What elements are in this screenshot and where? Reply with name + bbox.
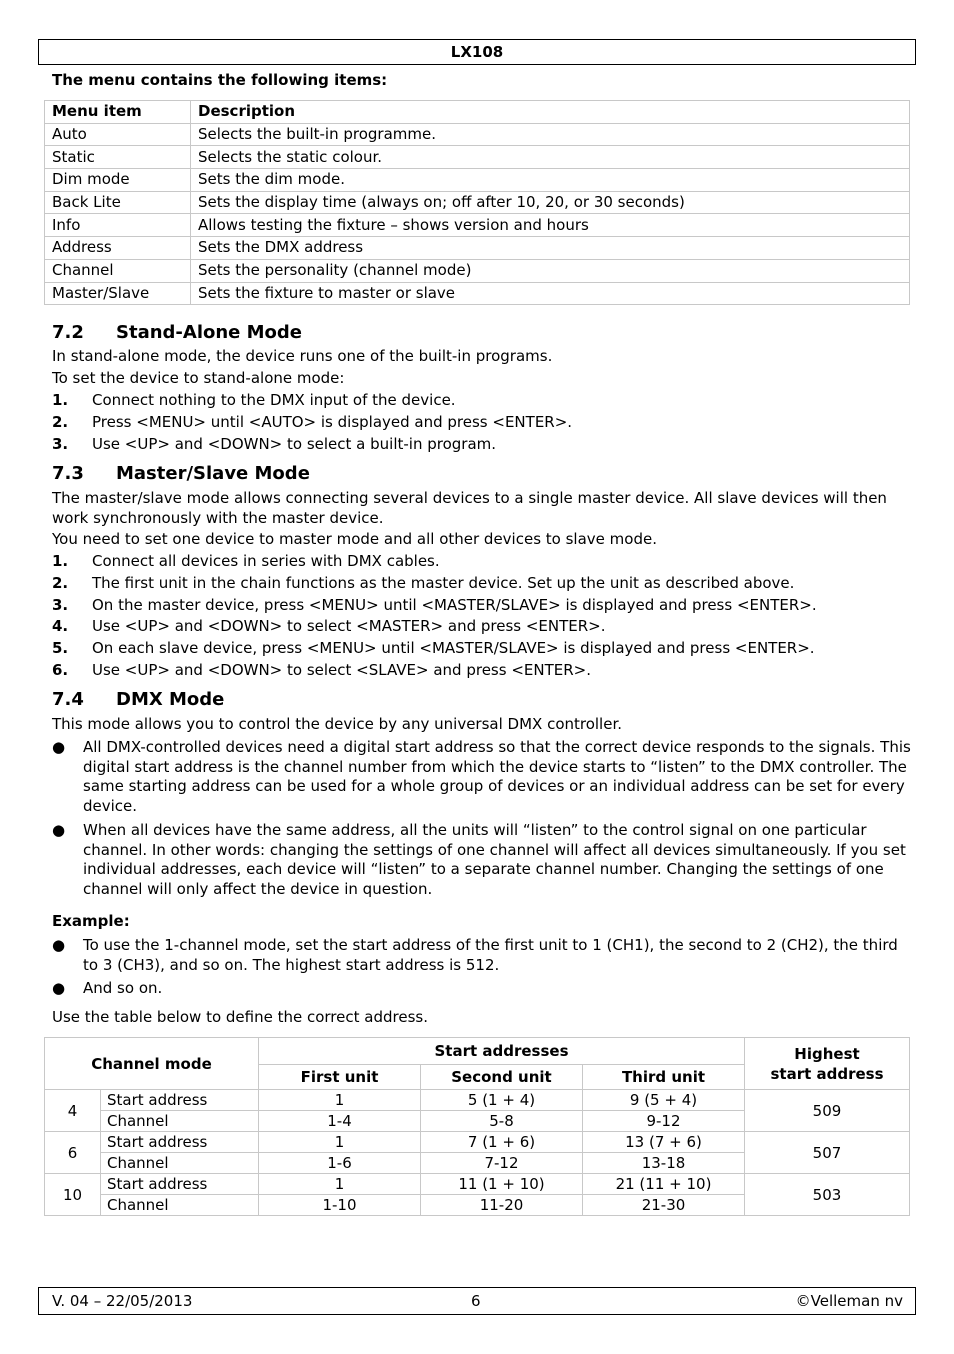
table-header: First unit (259, 1065, 421, 1090)
step-text: On each slave device, press <MENU> until <MASTER/SLAVE> is displayed and press <ENTER>. (92, 639, 815, 657)
step-number: 5. (52, 639, 69, 657)
table-cell: Sets the DMX address (191, 237, 910, 260)
footer-page-number: 6 (471, 1292, 481, 1310)
table-row (45, 1132, 910, 1153)
list-item (52, 616, 910, 636)
bullet-icon: ● (52, 936, 66, 954)
step-text: Use <UP> and <DOWN> to select a built-in program. (92, 435, 497, 453)
table-row (45, 282, 910, 305)
bullet-icon: ● (52, 738, 66, 756)
header-line: start address (770, 1064, 884, 1083)
table-row (45, 214, 910, 237)
table-cell: 9-12 (583, 1111, 745, 1132)
table-cell: 1 (259, 1132, 421, 1153)
list-item (52, 390, 910, 410)
bullet-text: To use the 1-channel mode, set the start address of the first unit to 1 (CH1), the second to 2 (CH2), the third to 3 (CH3), and so on. The highest start address is 512. (83, 936, 898, 974)
table-cell: Sets the personality (channel mode) (191, 259, 910, 282)
table-header: Second unit (421, 1065, 583, 1090)
section-heading-7-4 (52, 689, 224, 710)
table-cell: Selects the built-in programme. (191, 123, 910, 146)
paragraph: This mode allows you to control the device by any universal DMX controller. (52, 715, 623, 733)
page-footer (38, 1287, 916, 1315)
menu-intro: The menu contains the following items: (52, 71, 388, 89)
section-number: 7.2 (52, 322, 84, 343)
table-row (45, 191, 910, 214)
bullet-text: And so on. (83, 979, 163, 997)
footer-copyright: ©Velleman nv (795, 1292, 903, 1310)
step-number: 3. (52, 435, 69, 453)
table-cell: Sets the dim mode. (191, 169, 910, 192)
table-header: Menu item (45, 101, 191, 124)
section-title: DMX Mode (116, 689, 225, 710)
table-cell: Start address (101, 1132, 259, 1153)
mode-cell: 6 (45, 1132, 101, 1174)
table-cell: 1-10 (259, 1195, 421, 1216)
step-number: 3. (52, 596, 69, 614)
step-number: 1. (52, 552, 69, 570)
paragraph: To set the device to stand-alone mode: (52, 369, 345, 387)
table-cell: Channel (45, 259, 191, 282)
list-item (52, 434, 910, 454)
step-text: Connect all devices in series with DMX cables. (92, 552, 440, 570)
table-cell: 5-8 (421, 1111, 583, 1132)
highest-cell: 507 (745, 1132, 910, 1174)
table-cell: 21 (11 + 10) (583, 1174, 745, 1195)
list-item (52, 595, 910, 615)
footer-version: V. 04 – 22/05/2013 (52, 1292, 193, 1310)
list-item (52, 573, 910, 593)
table-cell: 1-4 (259, 1111, 421, 1132)
list-item (52, 821, 912, 899)
table-cell: Start address (101, 1090, 259, 1111)
list-item (52, 551, 910, 571)
table-cell: Address (45, 237, 191, 260)
bullet-icon: ● (52, 821, 66, 839)
paragraph: In stand-alone mode, the device runs one of the built-in programs. (52, 347, 553, 365)
paragraph: The master/slave mode allows connecting several devices to a single master device. All slave devices will then work synchronously with the master device. (52, 489, 887, 527)
table-cell: 11-20 (421, 1195, 583, 1216)
page-header (38, 39, 916, 65)
table-row (45, 1090, 910, 1111)
section-number: 7.4 (52, 689, 84, 710)
table-cell: Sets the display time (always on; off after 10, 20, or 30 seconds) (191, 191, 910, 214)
mode-cell: 10 (45, 1174, 101, 1216)
table-cell: 9 (5 + 4) (583, 1090, 745, 1111)
step-number: 6. (52, 661, 69, 679)
table-cell: Channel (101, 1195, 259, 1216)
table-cell: 1 (259, 1174, 421, 1195)
step-text: Press <MENU> until <AUTO> is displayed and press <ENTER>. (92, 413, 573, 431)
section-number: 7.3 (52, 463, 84, 484)
table-header-row (45, 1038, 910, 1065)
table-header: Description (191, 101, 910, 124)
step-number: 2. (52, 413, 69, 431)
header-line: Highest (794, 1044, 860, 1063)
step-text: On the master device, press <MENU> until <MASTER/SLAVE> is displayed and press <ENTER>. (92, 596, 817, 614)
table-cell: Channel (101, 1111, 259, 1132)
table-header (745, 1038, 910, 1090)
table-cell: Channel (101, 1153, 259, 1174)
table-cell: 7 (1 + 6) (421, 1132, 583, 1153)
table-row (45, 169, 910, 192)
table-cell: Selects the static colour. (191, 146, 910, 169)
table-cell: 13 (7 + 6) (583, 1132, 745, 1153)
table-cell: 1-6 (259, 1153, 421, 1174)
highest-cell: 503 (745, 1174, 910, 1216)
section-heading-7-2 (52, 322, 302, 343)
table-cell: Auto (45, 123, 191, 146)
list-item (52, 979, 912, 999)
step-number: 4. (52, 617, 69, 635)
list-item (52, 738, 912, 816)
section-heading-7-3 (52, 463, 310, 484)
table-cell: Sets the fixture to master or slave (191, 282, 910, 305)
table-cell: Back Lite (45, 191, 191, 214)
table-row (45, 146, 910, 169)
bullet-text: All DMX-controlled devices need a digital start address so that the correct device responds to the signals. This digital start address is the channel number from which the device starts to “listen” to the DMX controller. The same starting address can be used for a whole group of devices or an individual address can be set for every device. (83, 738, 911, 815)
bullet-icon: ● (52, 979, 66, 997)
table-cell: 7-12 (421, 1153, 583, 1174)
table-cell: 1 (259, 1090, 421, 1111)
table-row (45, 237, 910, 260)
table-header-row (45, 101, 910, 124)
paragraph: Use the table below to define the correct address. (52, 1008, 428, 1026)
mode-cell: 4 (45, 1090, 101, 1132)
section-title: Master/Slave Mode (116, 463, 310, 484)
list-item (52, 412, 910, 432)
table-row (45, 259, 910, 282)
step-text: Use <UP> and <DOWN> to select <SLAVE> and press <ENTER>. (92, 661, 591, 679)
header-title: LX108 (450, 43, 504, 61)
step-number: 1. (52, 391, 69, 409)
menu-table (44, 100, 910, 305)
table-cell: 21-30 (583, 1195, 745, 1216)
table-cell: 11 (1 + 10) (421, 1174, 583, 1195)
highest-cell: 509 (745, 1090, 910, 1132)
table-row (45, 123, 910, 146)
list-item (52, 638, 910, 658)
example-label: Example: (52, 912, 130, 930)
bullet-text: When all devices have the same address, all the units will “listen” to the control signal on one particular channel. In other words: changing the settings of one channel will affect all devices simultaneously. If you set individual addresses, each device will “listen” to a separate channel number. Changing the settings of one channel will only affect the device in question. (83, 821, 906, 898)
table-cell: Dim mode (45, 169, 191, 192)
step-text: Connect nothing to the DMX input of the device. (92, 391, 456, 409)
table-header: Third unit (583, 1065, 745, 1090)
table-row (45, 1174, 910, 1195)
section-title: Stand-Alone Mode (116, 322, 303, 343)
table-cell: Start address (101, 1174, 259, 1195)
table-header: Channel mode (45, 1038, 259, 1090)
table-cell: Info (45, 214, 191, 237)
step-number: 2. (52, 574, 69, 592)
list-item (52, 936, 912, 975)
table-cell: 5 (1 + 4) (421, 1090, 583, 1111)
table-cell: Master/Slave (45, 282, 191, 305)
table-cell: 13-18 (583, 1153, 745, 1174)
list-item (52, 660, 910, 680)
table-cell: Allows testing the fixture – shows version and hours (191, 214, 910, 237)
table-cell: Static (45, 146, 191, 169)
table-header: Start addresses (259, 1038, 745, 1065)
step-text: The first unit in the chain functions as the master device. Set up the unit as described above. (92, 574, 795, 592)
step-text: Use <UP> and <DOWN> to select <MASTER> and press <ENTER>. (92, 617, 606, 635)
paragraph: You need to set one device to master mode and all other devices to slave mode. (52, 530, 657, 548)
dmx-address-table (44, 1037, 910, 1216)
